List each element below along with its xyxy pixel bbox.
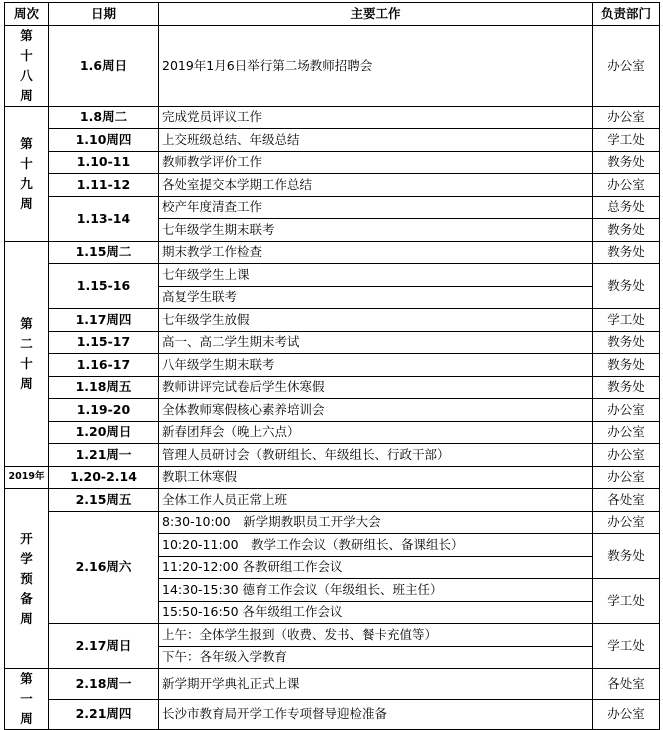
dept-cell: 办公室 (593, 466, 660, 489)
date-cell: 1.10周四 (49, 129, 159, 152)
date-cell: 1.21周一 (49, 444, 159, 467)
header-row (5, 3, 660, 26)
dept-cell: 总务处 (593, 196, 660, 219)
table-row (5, 106, 660, 129)
dept-cell: 各处室 (593, 489, 660, 512)
work-cell: 校产年度清查工作 (159, 196, 593, 219)
work-cell: 各处室提交本学期工作总结 (159, 174, 593, 197)
dept-cell: 办公室 (593, 399, 660, 422)
dept-cell: 学工处 (593, 624, 660, 669)
dept-cell: 学工处 (593, 579, 660, 624)
table-row (5, 511, 660, 534)
date-cell: 1.8周二 (49, 106, 159, 129)
work-cell: 上午：全体学生报到（收费、发书、餐卡充值等） (159, 624, 593, 647)
table-row (5, 444, 660, 467)
work-cell: 14:30-15:30 德育工作会议（年级组长、班主任） (159, 579, 593, 602)
work-cell: 新学期开学典礼正式上课 (159, 669, 593, 700)
dept-cell: 教务处 (593, 331, 660, 354)
date-cell: 1.19-20 (49, 399, 159, 422)
table-row (5, 624, 660, 647)
dept-cell: 学工处 (593, 309, 660, 332)
dept-cell: 教务处 (593, 151, 660, 174)
table-row (5, 466, 660, 489)
dept-cell: 办公室 (593, 421, 660, 444)
week-cell: 第二十周 (5, 241, 49, 466)
work-cell: 上交班级总结、年级总结 (159, 129, 593, 152)
work-cell: 教职工休寒假 (159, 466, 593, 489)
dept-cell: 各处室 (593, 669, 660, 700)
date-cell: 1.18周五 (49, 376, 159, 399)
work-cell: 10:20-11:00 教学工作会议（教研组长、备课组长） (159, 534, 593, 557)
dept-cell: 教务处 (593, 219, 660, 242)
week-cell: 第一周 (5, 669, 49, 730)
table-row (5, 309, 660, 332)
date-cell: 1.13-14 (49, 196, 159, 241)
work-cell: 新春团拜会（晚上六点） (159, 421, 593, 444)
week-cell: 第十八周 (5, 25, 49, 106)
header-dept: 负责部门 (593, 3, 660, 26)
work-cell: 8:30-10:00 新学期教职员工开学大会 (159, 511, 593, 534)
dept-cell: 办公室 (593, 699, 660, 730)
week-cell: 第十九周 (5, 106, 49, 241)
date-cell: 2.21周四 (49, 699, 159, 730)
dept-cell: 教务处 (593, 354, 660, 377)
date-cell: 1.11-12 (49, 174, 159, 197)
dept-cell: 办公室 (593, 106, 660, 129)
table-row (5, 174, 660, 197)
header-work: 主要工作 (159, 3, 593, 26)
table-row (5, 331, 660, 354)
work-cell: 全体工作人员正常上班 (159, 489, 593, 512)
dept-cell: 教务处 (593, 241, 660, 264)
work-cell: 高一、高二学生期末考试 (159, 331, 593, 354)
date-cell: 2.16周六 (49, 511, 159, 624)
header-date: 日期 (49, 3, 159, 26)
date-cell: 1.15周二 (49, 241, 159, 264)
dept-cell: 办公室 (593, 511, 660, 534)
table-row (5, 151, 660, 174)
date-cell: 1.16-17 (49, 354, 159, 377)
work-cell: 高复学生联考 (159, 286, 593, 309)
date-cell: 2.17周日 (49, 624, 159, 669)
dept-cell: 教务处 (593, 264, 660, 309)
table-row (5, 376, 660, 399)
table-row (5, 264, 660, 287)
work-cell: 长沙市教育局开学工作专项督导迎检准备 (159, 699, 593, 730)
work-cell: 教师教学评价工作 (159, 151, 593, 174)
table-row (5, 399, 660, 422)
table-row (5, 699, 660, 730)
date-cell: 1.20-2.14 (49, 466, 159, 489)
work-cell: 八年级学生期末联考 (159, 354, 593, 377)
date-cell: 1.10-11 (49, 151, 159, 174)
dept-cell: 教务处 (593, 534, 660, 579)
week-cell: 开学预备周 (5, 489, 49, 669)
work-cell: 11:20-12:00 各教研组工作会议 (159, 556, 593, 579)
date-cell: 1.17周四 (49, 309, 159, 332)
dept-cell: 办公室 (593, 25, 660, 106)
date-cell: 1.6周日 (49, 25, 159, 106)
date-cell: 1.15-17 (49, 331, 159, 354)
work-cell: 管理人员研讨会（教研组长、年级组长、行政干部） (159, 444, 593, 467)
work-cell: 15:50-16:50 各年级组工作会议 (159, 601, 593, 624)
table-row (5, 196, 660, 219)
date-cell: 1.15-16 (49, 264, 159, 309)
work-cell: 七年级学生上课 (159, 264, 593, 287)
table-row (5, 129, 660, 152)
dept-cell: 办公室 (593, 444, 660, 467)
table-row (5, 25, 660, 106)
table-row (5, 241, 660, 264)
schedule-table (4, 2, 660, 730)
table-row (5, 354, 660, 377)
table-row (5, 489, 660, 512)
dept-cell: 办公室 (593, 174, 660, 197)
work-cell: 下午：各年级入学教育 (159, 646, 593, 669)
dept-cell: 学工处 (593, 129, 660, 152)
date-cell: 1.20周日 (49, 421, 159, 444)
work-cell: 期末教学工作检查 (159, 241, 593, 264)
table-row (5, 669, 660, 700)
work-cell: 完成党员评议工作 (159, 106, 593, 129)
header-week: 周次 (5, 3, 49, 26)
week-cell: 2019年 (5, 466, 49, 489)
work-cell: 教师讲评完试卷后学生休寒假 (159, 376, 593, 399)
dept-cell: 教务处 (593, 376, 660, 399)
work-cell: 全体教师寒假核心素养培训会 (159, 399, 593, 422)
work-cell: 七年级学生放假 (159, 309, 593, 332)
date-cell: 2.15周五 (49, 489, 159, 512)
work-cell: 2019年1月6日举行第二场教师招聘会 (159, 25, 593, 106)
work-cell: 七年级学生期末联考 (159, 219, 593, 242)
date-cell: 2.18周一 (49, 669, 159, 700)
table-row (5, 421, 660, 444)
